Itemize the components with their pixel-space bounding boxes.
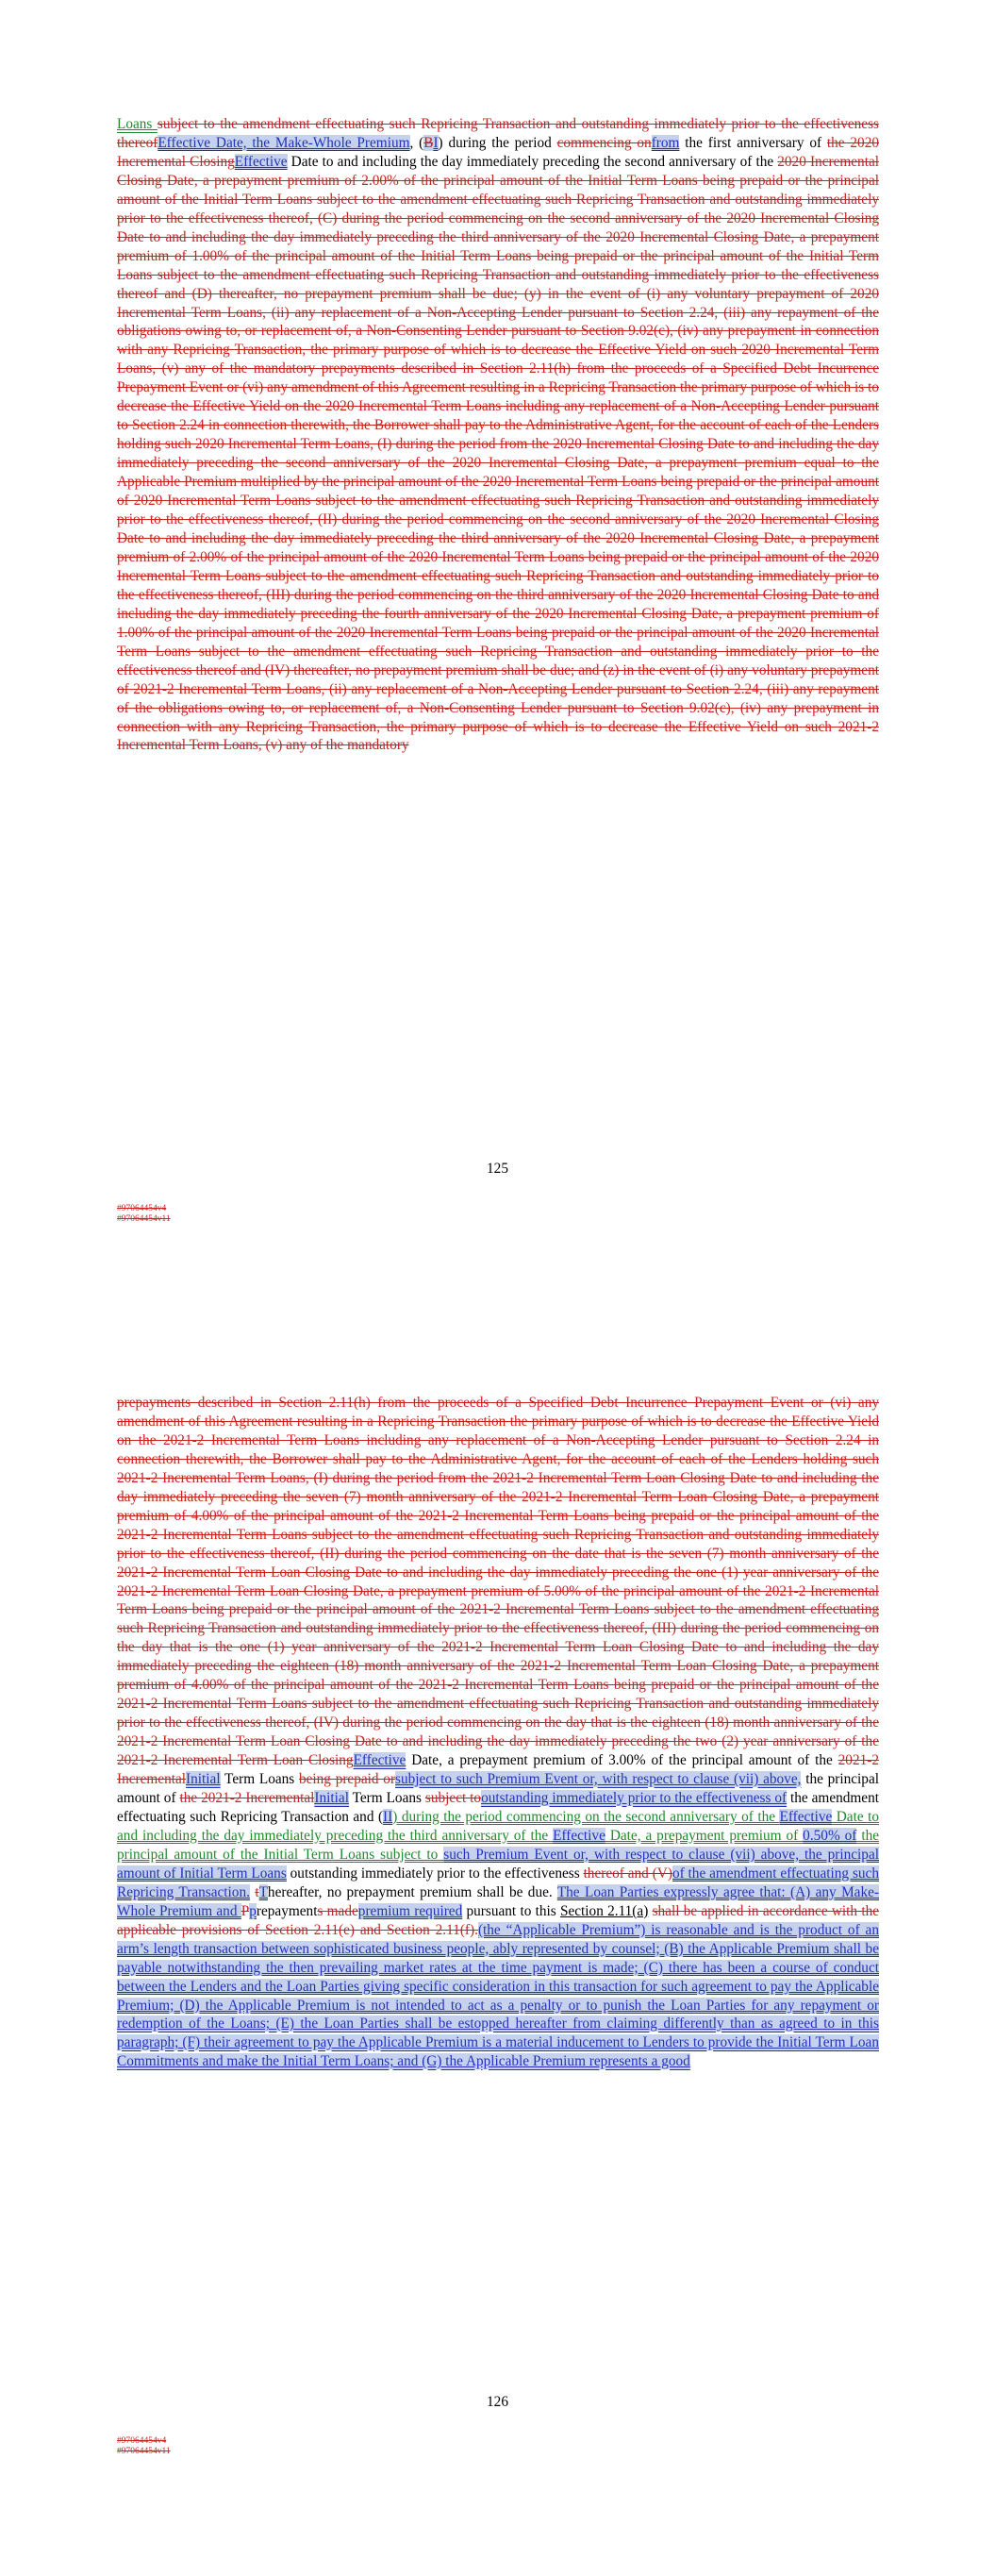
- deleted-text: subject to: [424, 1790, 482, 1807]
- deleted-text: subject to the amendment effectuating such Repricing Transaction and outstanding immediately prior to the effectiveness thereof: [117, 116, 879, 151]
- deleted-text: being prepaid or: [298, 1771, 396, 1788]
- deleted-text: 2021-2 Incremental: [117, 1752, 879, 1788]
- section-reference: Section 2.11(a): [559, 1902, 649, 1919]
- unchanged-text: Date, a prepayment premium of 3.00% of the principal amount of the: [406, 1752, 838, 1769]
- inserted-text: Initial: [314, 1790, 349, 1807]
- unchanged-text: outstanding immediately prior to the effectiveness: [286, 1865, 584, 1882]
- unchanged-text: pursuant to this: [462, 1902, 560, 1919]
- unchanged-text: hereafter, no prepayment premium shall be due.: [267, 1883, 557, 1900]
- inserted-text: p: [249, 1902, 257, 1919]
- inserted-text: Effective: [779, 1808, 833, 1825]
- inserted-text: Loans: [117, 116, 158, 132]
- deleted-text: commencing on: [556, 134, 652, 151]
- deleted-text: shall be applied in accordance with the applicable provisions of Section 2.11(e) and Section 2.11(f).: [117, 1902, 880, 1938]
- unchanged-text: Term Loans: [348, 1790, 425, 1807]
- inserted-text: The Loan Parties expressly agree that: (A) any Make-Whole Premium and: [117, 1883, 879, 1919]
- inserted-text: II: [383, 1808, 393, 1825]
- inserted-text: Date, a prepayment premium of: [605, 1827, 804, 1844]
- unchanged-text: ) during the period: [438, 134, 557, 151]
- page-number: 126: [487, 2394, 508, 2410]
- document-id-old: #97064454v4: [117, 1204, 167, 1213]
- unchanged-text: the first anniversary of: [679, 134, 827, 151]
- deleted-text: P: [240, 1902, 250, 1919]
- document-id-new: #97064454v11: [117, 2447, 171, 2456]
- unchanged-text: Date to and including the day immediately preceding the second anniversary of the: [287, 153, 778, 170]
- inserted-text: T: [258, 1883, 268, 1900]
- deleted-text: s made: [317, 1902, 358, 1919]
- unchanged-text: repayment: [256, 1902, 318, 1919]
- page-body-text: [117, 1394, 879, 2071]
- inserted-text: Effective: [234, 153, 288, 170]
- deleted-text: prepayments described in Section 2.11(h) from the proceeds of a Specified Debt Incurrence Prepayment Event or (vi) any amendment of this Agreement resulting in a Repricing Transaction the primary purpose of which is to decrease the Effective Yield on the 2021-2 Incremental Term Loans including any replacement of a Non-Accepting Lender pursuant to Section 2.24 in connection therewith, the Borrower shall pay to the Administrative Agent, for the account of each of the Lenders holding such 2021-2 Incremental Term Loans, (I) during the period from the 2021-2 Incremental Term Loan Closing Date to and including the day immediately preceding the seven (7) month anniversary of the 2021-2 Incremental Term Loan Closing Date, a prepayment premium of 4.00% of the principal amount of the 2021-2 Incremental Term Loans being prepaid or the principal amount of the 2021-2 Incremental Term Loans subject to the amendment effectuating such Repricing Transaction and outstanding immediately prior to the effectiveness thereof, (II) during the period commencing on the date that is the seven (7) month anniversary of the 2021-2 Incremental Term Loan Closing Date to and including the day immediately preceding the one (1) year anniversary of the 2021-2 Incremental Term Loan Closing Date, a prepayment premium of 5.00% of the principal amount of the 2021-2 Incremental Term Loans being prepaid or the principal amount of the 2021-2 Incremental Term Loans subject to the amendment effectuating such Repricing Transaction and outstanding immediately prior to the effectiveness thereof, (III) during the period commencing on the day that is the one (1) year anniversary of the 2021-2 Incremental Term Loan Closing Date to and including the day immediately preceding the eighteen (18) month anniversary of the 2021-2 Incremental Term Loan Closing Date, a prepayment premium of 4.00% of the principal amount of the 2021-2 Incremental Term Loans being prepaid or the principal amount of the 2021-2 Incremental Term Loans subject to the amendment effectuating such Repricing Transaction and outstanding immediately prior to the effectiveness thereof, (IV) during the period commencing on the day that is the eighteen (18) month anniversary of the 2021-2 Incremental Term Loan Closing Date to and including the day immediately preceding the two (2) year anniversary of the 2021-2 Incremental Term Loan Closing: [117, 1395, 879, 1769]
- inserted-text: ) during the period commencing on the second anniversary of the: [392, 1808, 780, 1825]
- unchanged-text: the amendment effectuating such Repricing Transaction and (: [117, 1790, 879, 1825]
- deleted-text: the 2021-2 Incremental: [179, 1790, 315, 1807]
- deleted-text: t: [255, 1883, 259, 1900]
- document-id-old: #97064454v4: [117, 2436, 167, 2446]
- unchanged-text: Term Loans: [220, 1771, 299, 1788]
- deleted-text: the 2020 Incremental Closing: [117, 134, 879, 170]
- inserted-text: (the “Applicable Premium”) is reasonable and is the product of an arm’s length transaction between sophisticated business people, ably represented by counsel; (B) the Applicable Premium shall be payable notwithstanding the then prevailing market rates at the time payment is made; (C) there has been a course of conduct between the Lenders and the Loan Parties giving specific consideration in this transaction for such agreement to pay the Applicable Premium; (D) the Applicable Premium is not intended to act as a penalty or to punish the Loan Parties for any repayment or redemption of the Loans; (E) the Loan Parties shall be estopped hereafter from claiming differently than as agreed to in this paragraph; (F) their agreement to pay the Applicable Premium is a material inducement to Lenders to provide the Initial Term Loan Commitments and make the Initial Term Loans; and (G) the Applicable Premium represents a good: [117, 1921, 879, 2070]
- document-page-126: [0, 1288, 995, 2576]
- inserted-text: such Premium Event or, with respect to clause (vii) above, the principal amount of Initial Term Loans: [117, 1846, 879, 1882]
- document-id-new: #97064454v11: [117, 1214, 171, 1224]
- inserted-text: Date to and including the day immediately preceding the third anniversary of the: [117, 1808, 879, 1844]
- inserted-text: subject to such Premium Event or, with respect to clause (vii) above,: [395, 1771, 802, 1788]
- inserted-text: Effective Date, the Make-Whole Premium: [158, 134, 410, 151]
- unchanged-text: the principal amount of: [117, 1771, 879, 1807]
- inserted-text: I: [433, 134, 439, 151]
- inserted-text: the principal amount of the Initial Term Loans subject to: [117, 1827, 880, 1863]
- unchanged-text: , (: [409, 134, 424, 151]
- deleted-text: B: [423, 134, 434, 151]
- deleted-text: 2020 Incremental Closing Date, a prepayment premium of 2.00% of the principal amount of the Initial Term Loans being prepaid or the principal amount of the Initial Term Loans subject to the amendment effectuating such Repricing Transaction and outstanding immediately prior to the effectiveness thereof, (C) during the period commencing on the second anniversary of the 2020 Incremental Closing Date to and including the day immediately preceding the third anniversary of the 2020 Incremental Closing Date, a prepayment premium of 1.00% of the principal amount of the Initial Term Loans being prepaid or the principal amount of the Initial Term Loans subject to the amendment effectuating such Repricing Transaction and outstanding immediately prior to the effectiveness thereof and (D) thereafter, no prepayment premium shall be due; (y) in the event of (i) any voluntary prepayment of 2020 Incremental Term Loans, (ii) any replacement of a Non-Accepting Lender pursuant to Section 2.24, (iii) any repayment of the obligations owing to, or replacement of, a Non-Consenting Lender pursuant to Section 9.02(c), (iv) any prepayment in connection with any Repricing Transaction, the primary purpose of which is to decrease the Effective Yield on such 2020 Incremental Term Loans, (v) any of the mandatory prepayments described in Section 2.11(h) from the proceeds of a Specified Debt Incurrence Prepayment Event or (vi) any amendment of this Agreement resulting in a Repricing Transaction the primary purpose of which is to decrease the Effective Yield on the 2020 Incremental Term Loans including any replacement of a Non-Accepting Lender pursuant to Section 2.24 in connection therewith, the Borrower shall pay to the Administrative Agent, for the account of each of the Lenders holding such 2020 Incremental Term Loans, (I) during the period from the 2020 Incremental Closing Date to and including the day immediately preceding the second anniversary of the 2020 Incremental Closing Date, a prepayment premium equal to the Applicable Premium multiplied by the principal amount of the 2020 Incremental Term Loans being prepaid or the principal amount of 2020 Incremental Term Loans subject to the amendment effectuating such Repricing Transaction and outstanding immediately prior to the effectiveness thereof, (II) during the period commencing on the second anniversary of the 2020 Incremental Closing Date to and including the day immediately preceding the third anniversary of the 2020 Incremental Closing Date, a prepayment premium of 2.00% of the principal amount of the 2020 Incremental Term Loans being prepaid or the principal amount of the 2020 Incremental Term Loans subject to the amendment effectuating such Repricing Transaction and outstanding immediately prior to the effectiveness thereof, (III) during the period commencing on the third anniversary of the 2020 Incremental Closing Date to and including the day immediately preceding the fourth anniversary of the 2020 Incremental Closing Date, a prepayment premium of 1.00% of the principal amount of the 2020 Incremental Term Loans being prepaid or the principal amount of the 2020 Incremental Term Loans subject to the amendment effectuating such Repricing Transaction and outstanding immediately prior to the effectiveness thereof and (IV) thereafter, no prepayment premium shall be due; and (z) in the event of (i) any voluntary prepayment of 2021-2 Incremental Term Loans, (ii) any replacement of a Non-Accepting Lender pursuant to Section 2.24, (iii) any repayment of the obligations owing to, or replacement of, a Non-Consenting Lender pursuant to Section 9.02(c), (iv) any prepayment in connection with any Repricing Transaction, the primary purpose of which is to decrease the Effective Yield on such 2021-2 Incremental Term Loans, (v) any of the mandatory: [117, 153, 879, 754]
- inserted-text: of the amendment effectuating such Repricing Transaction.: [117, 1865, 879, 1900]
- inserted-text: premium required: [357, 1902, 463, 1919]
- inserted-text: Effective: [353, 1752, 406, 1769]
- inserted-text: outstanding immediately prior to the effectiveness of: [481, 1790, 788, 1807]
- inserted-text: Effective: [553, 1827, 605, 1844]
- page-number: 125: [487, 1161, 508, 1177]
- deleted-text: thereof and (V): [583, 1865, 672, 1882]
- inserted-text: Initial: [186, 1771, 221, 1788]
- inserted-text: 0.50% of: [803, 1827, 857, 1844]
- inserted-text: from: [651, 134, 680, 151]
- page-body-text: [117, 115, 879, 755]
